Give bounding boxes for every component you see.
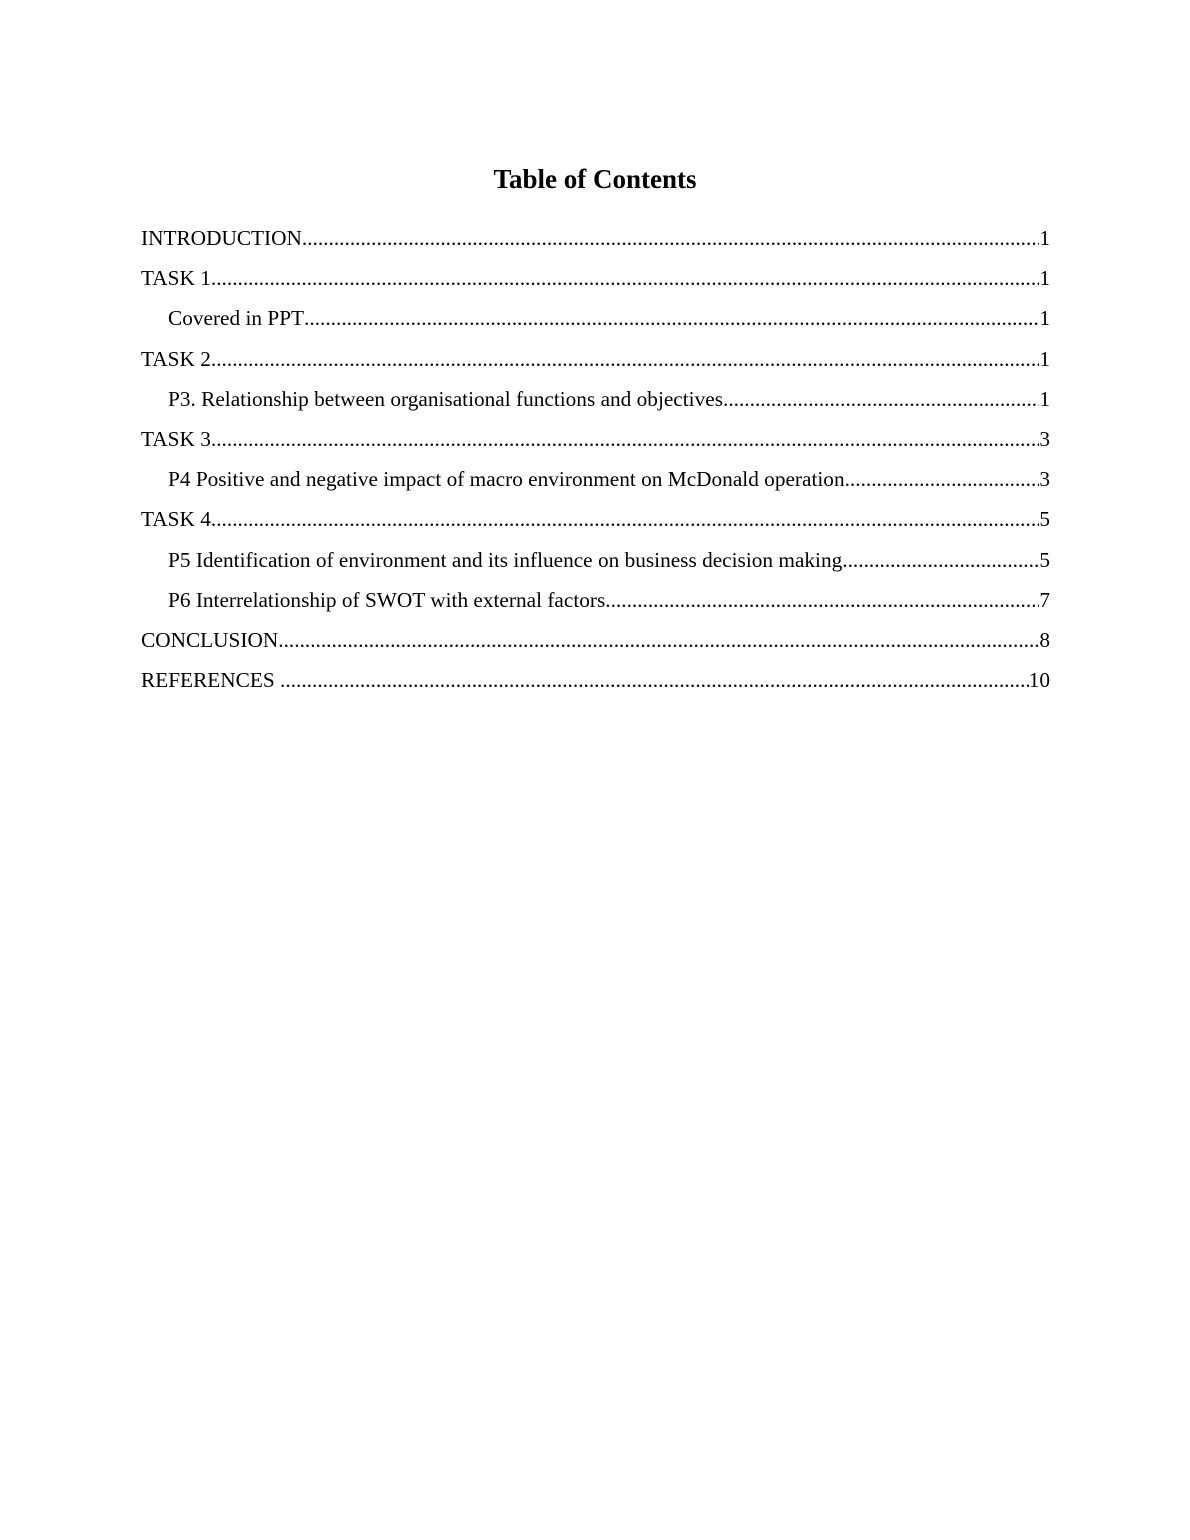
toc-leader-dots xyxy=(211,499,1039,539)
toc-entry-label: INTRODUCTION xyxy=(141,226,302,250)
toc-entry-covered-in-ppt[interactable] xyxy=(141,298,1050,338)
toc-entry-page: 1 xyxy=(1039,266,1050,291)
toc-entry-label: TASK 1 xyxy=(141,266,211,291)
toc-entry-page: 1 xyxy=(1039,306,1050,331)
toc-leader-dots xyxy=(723,379,1039,419)
toc-leader-dots xyxy=(302,218,1039,258)
toc-entry-task-3[interactable] xyxy=(141,419,1050,459)
toc-entry-label: TASK 4 xyxy=(141,507,211,532)
toc-entry-task-1[interactable] xyxy=(141,258,1050,298)
toc-leader-dots xyxy=(211,258,1039,298)
toc-entry-page: 8 xyxy=(1039,627,1050,652)
toc-entry-label: REFERENCES xyxy=(141,668,281,693)
toc-title: Table of Contents xyxy=(493,164,697,194)
toc-entry-page: 7 xyxy=(1039,587,1050,612)
toc-leader-dots xyxy=(211,339,1039,379)
toc-entry-page: 1 xyxy=(1039,226,1050,250)
toc-entry-p5[interactable] xyxy=(141,540,1050,580)
toc-entry-p6[interactable] xyxy=(141,580,1050,620)
toc-leader-dots xyxy=(278,620,1039,660)
toc-entry-page: 1 xyxy=(1039,386,1050,411)
toc-entry-conclusion[interactable] xyxy=(141,620,1050,660)
toc-entry-p4[interactable] xyxy=(141,459,1050,499)
toc-leader-dots xyxy=(304,298,1039,338)
toc-entry-label: P3. Relationship between organisational functions and objectives xyxy=(168,386,723,411)
toc-entry-introduction[interactable] xyxy=(141,218,1050,258)
toc-leader-dots xyxy=(605,580,1039,620)
toc-entry-page: 5 xyxy=(1039,507,1050,532)
toc-entry-page: 10 xyxy=(1028,668,1050,693)
toc-entry-task-2[interactable] xyxy=(141,339,1050,379)
toc-leader-dots xyxy=(842,540,1039,580)
toc-entry-label: P4 Positive and negative impact of macro environment on McDonald operation xyxy=(168,467,845,492)
toc-entry-page: 3 xyxy=(1039,467,1050,492)
toc-leader-dots xyxy=(211,419,1039,459)
toc-list xyxy=(141,218,1050,700)
toc-entry-page: 3 xyxy=(1039,426,1050,451)
toc-entry-label: Covered in PPT xyxy=(168,306,305,331)
toc-entry-task-4[interactable] xyxy=(141,499,1050,539)
toc-leader-dots xyxy=(280,660,1029,700)
toc-entry-label: P5 Identification of environment and its influence on business decision making xyxy=(168,547,843,572)
toc-entry-page: 1 xyxy=(1039,346,1050,371)
toc-entry-p3[interactable] xyxy=(141,379,1050,419)
toc-leader-dots xyxy=(845,459,1040,499)
toc-entry-label: TASK 2 xyxy=(141,346,211,371)
toc-entry-page: 5 xyxy=(1039,547,1050,572)
toc-entry-references[interactable] xyxy=(141,660,1050,700)
toc-entry-label: TASK 3 xyxy=(141,426,211,451)
toc-entry-label: CONCLUSION xyxy=(141,627,279,652)
toc-entry-label: P6 Interrelationship of SWOT with external factors xyxy=(168,587,606,612)
